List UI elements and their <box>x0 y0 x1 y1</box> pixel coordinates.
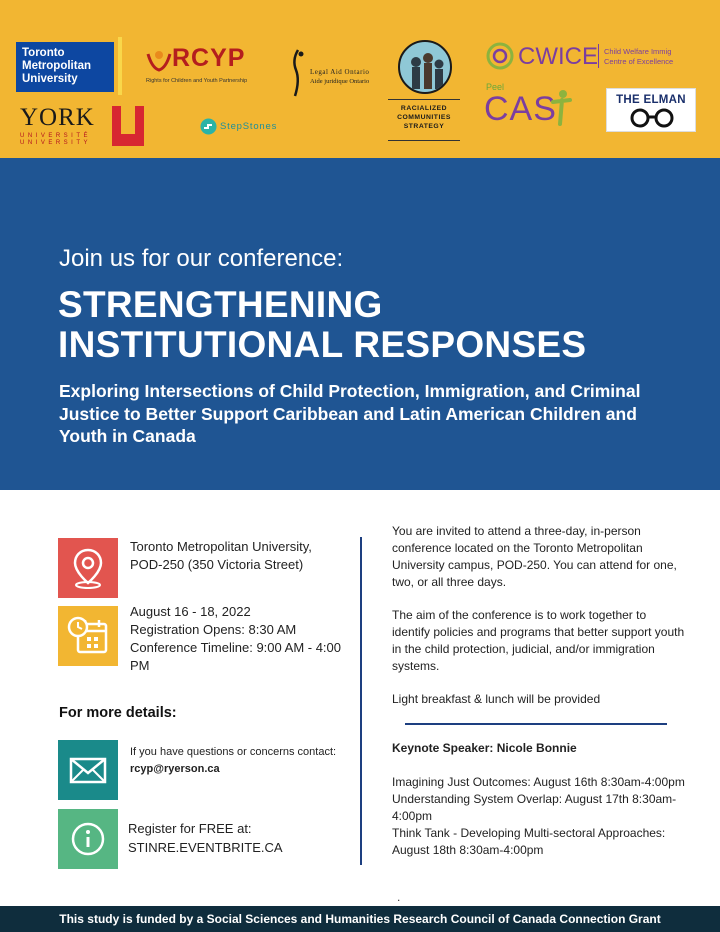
trailing-dot: . <box>397 890 401 904</box>
rcyp-hands-icon <box>146 46 172 72</box>
envelope-icon <box>58 740 118 800</box>
racialized-communities-strategy-logo: RACIALIZED COMMUNITIES STRATEGY <box>386 40 462 144</box>
calendar-clock-icon <box>58 606 118 666</box>
location-pin-icon <box>58 538 118 598</box>
registration-info: Register for FREE at: STINRE.EVENTBRITE.CA <box>128 819 328 857</box>
session-schedule <box>392 774 687 859</box>
conference-title: STRENGTHENING INSTITUTIONAL RESPONSES <box>58 284 587 365</box>
invitation-paragraph: You are invited to attend a three-day, in-person conference located on the Toronto Metropolitan University campus, POD-250. You can attend for one, two, or all three days. <box>392 524 677 589</box>
legal-aid-ontario-logo: Legal Aid Ontario Aide juridique Ontario <box>290 48 382 100</box>
section-divider <box>405 723 667 725</box>
cwice-logo: CWICE Child Welfare Immig Centre of Excellence <box>486 40 676 72</box>
session-item: Imagining Just Outcomes: August 16th 8:30am-4:00pm <box>392 775 685 789</box>
stepstones-icon <box>200 118 217 135</box>
sponsor-logo-band <box>0 0 720 158</box>
york-university-logo: YORK UNIVERSITÉ UNIVERSITY <box>20 104 144 148</box>
rcs-people-icon <box>398 40 452 94</box>
contact-email-link[interactable]: rcyp@ryerson.ca <box>130 763 220 775</box>
conference-subtitle: Exploring Intersections of Child Protection, Immigration, and Criminal Justice to Better Support Caribbean and Latin American Children and Youth in Canada <box>59 381 641 446</box>
aim-paragraph: The aim of the conference is to work together to identify policies and programs that better support youth in the child protection, judicial, and/or immigration systems. <box>392 608 685 673</box>
more-details-heading: For more details: <box>59 705 177 721</box>
session-item: Understanding System Overlap: August 17th 8:30am-4:00pm <box>392 792 677 823</box>
rcyp-logo: RCYP Rights for Children and Youth Partnership <box>146 44 248 84</box>
glasses-icon <box>629 108 675 128</box>
legal-aid-figure-icon <box>290 48 306 98</box>
info-icon <box>58 809 118 869</box>
venue-address: Toronto Metropolitan University, POD-250 (350 Victoria Street) <box>130 539 312 572</box>
keynote-speaker: Keynote Speaker: Nicole Bonnie <box>392 741 577 755</box>
the-elman-logo: THE ELMAN <box>606 88 696 132</box>
cwice-circle-icon <box>486 42 514 70</box>
contact-info: If you have questions or concerns contact: rcyp@ryerson.ca <box>130 746 337 775</box>
funding-statement: This study is funded by a Social Sciences and Humanities Research Council of Canada Connection Grant <box>59 912 661 926</box>
tmu-logo-bar <box>118 37 122 95</box>
registration-link[interactable]: STINRE.EVENTBRITE.CA <box>128 840 283 855</box>
meals-note: Light breakfast & lunch will be provided <box>392 692 601 706</box>
event-dates: August 16 - 18, 2022 Registration Opens: 8:30 AM Conference Timeline: 9:00 AM - 4:00 PM <box>130 604 342 673</box>
hero-banner <box>0 158 720 490</box>
peel-cas-logo: Peel CAS <box>484 82 584 126</box>
york-u-mark <box>112 106 144 146</box>
cas-figure-icon <box>550 88 572 126</box>
session-item: Think Tank - Developing Multi-sectoral Approaches: August 18th 8:30am-4:00pm <box>392 826 666 857</box>
hero-invitation: Join us for our conference: <box>59 245 344 272</box>
tmu-logo: Toronto Metropolitan University <box>16 42 114 92</box>
funding-footer <box>0 906 720 932</box>
column-divider <box>360 537 362 865</box>
stepstones-logo: StepStones <box>200 118 300 136</box>
